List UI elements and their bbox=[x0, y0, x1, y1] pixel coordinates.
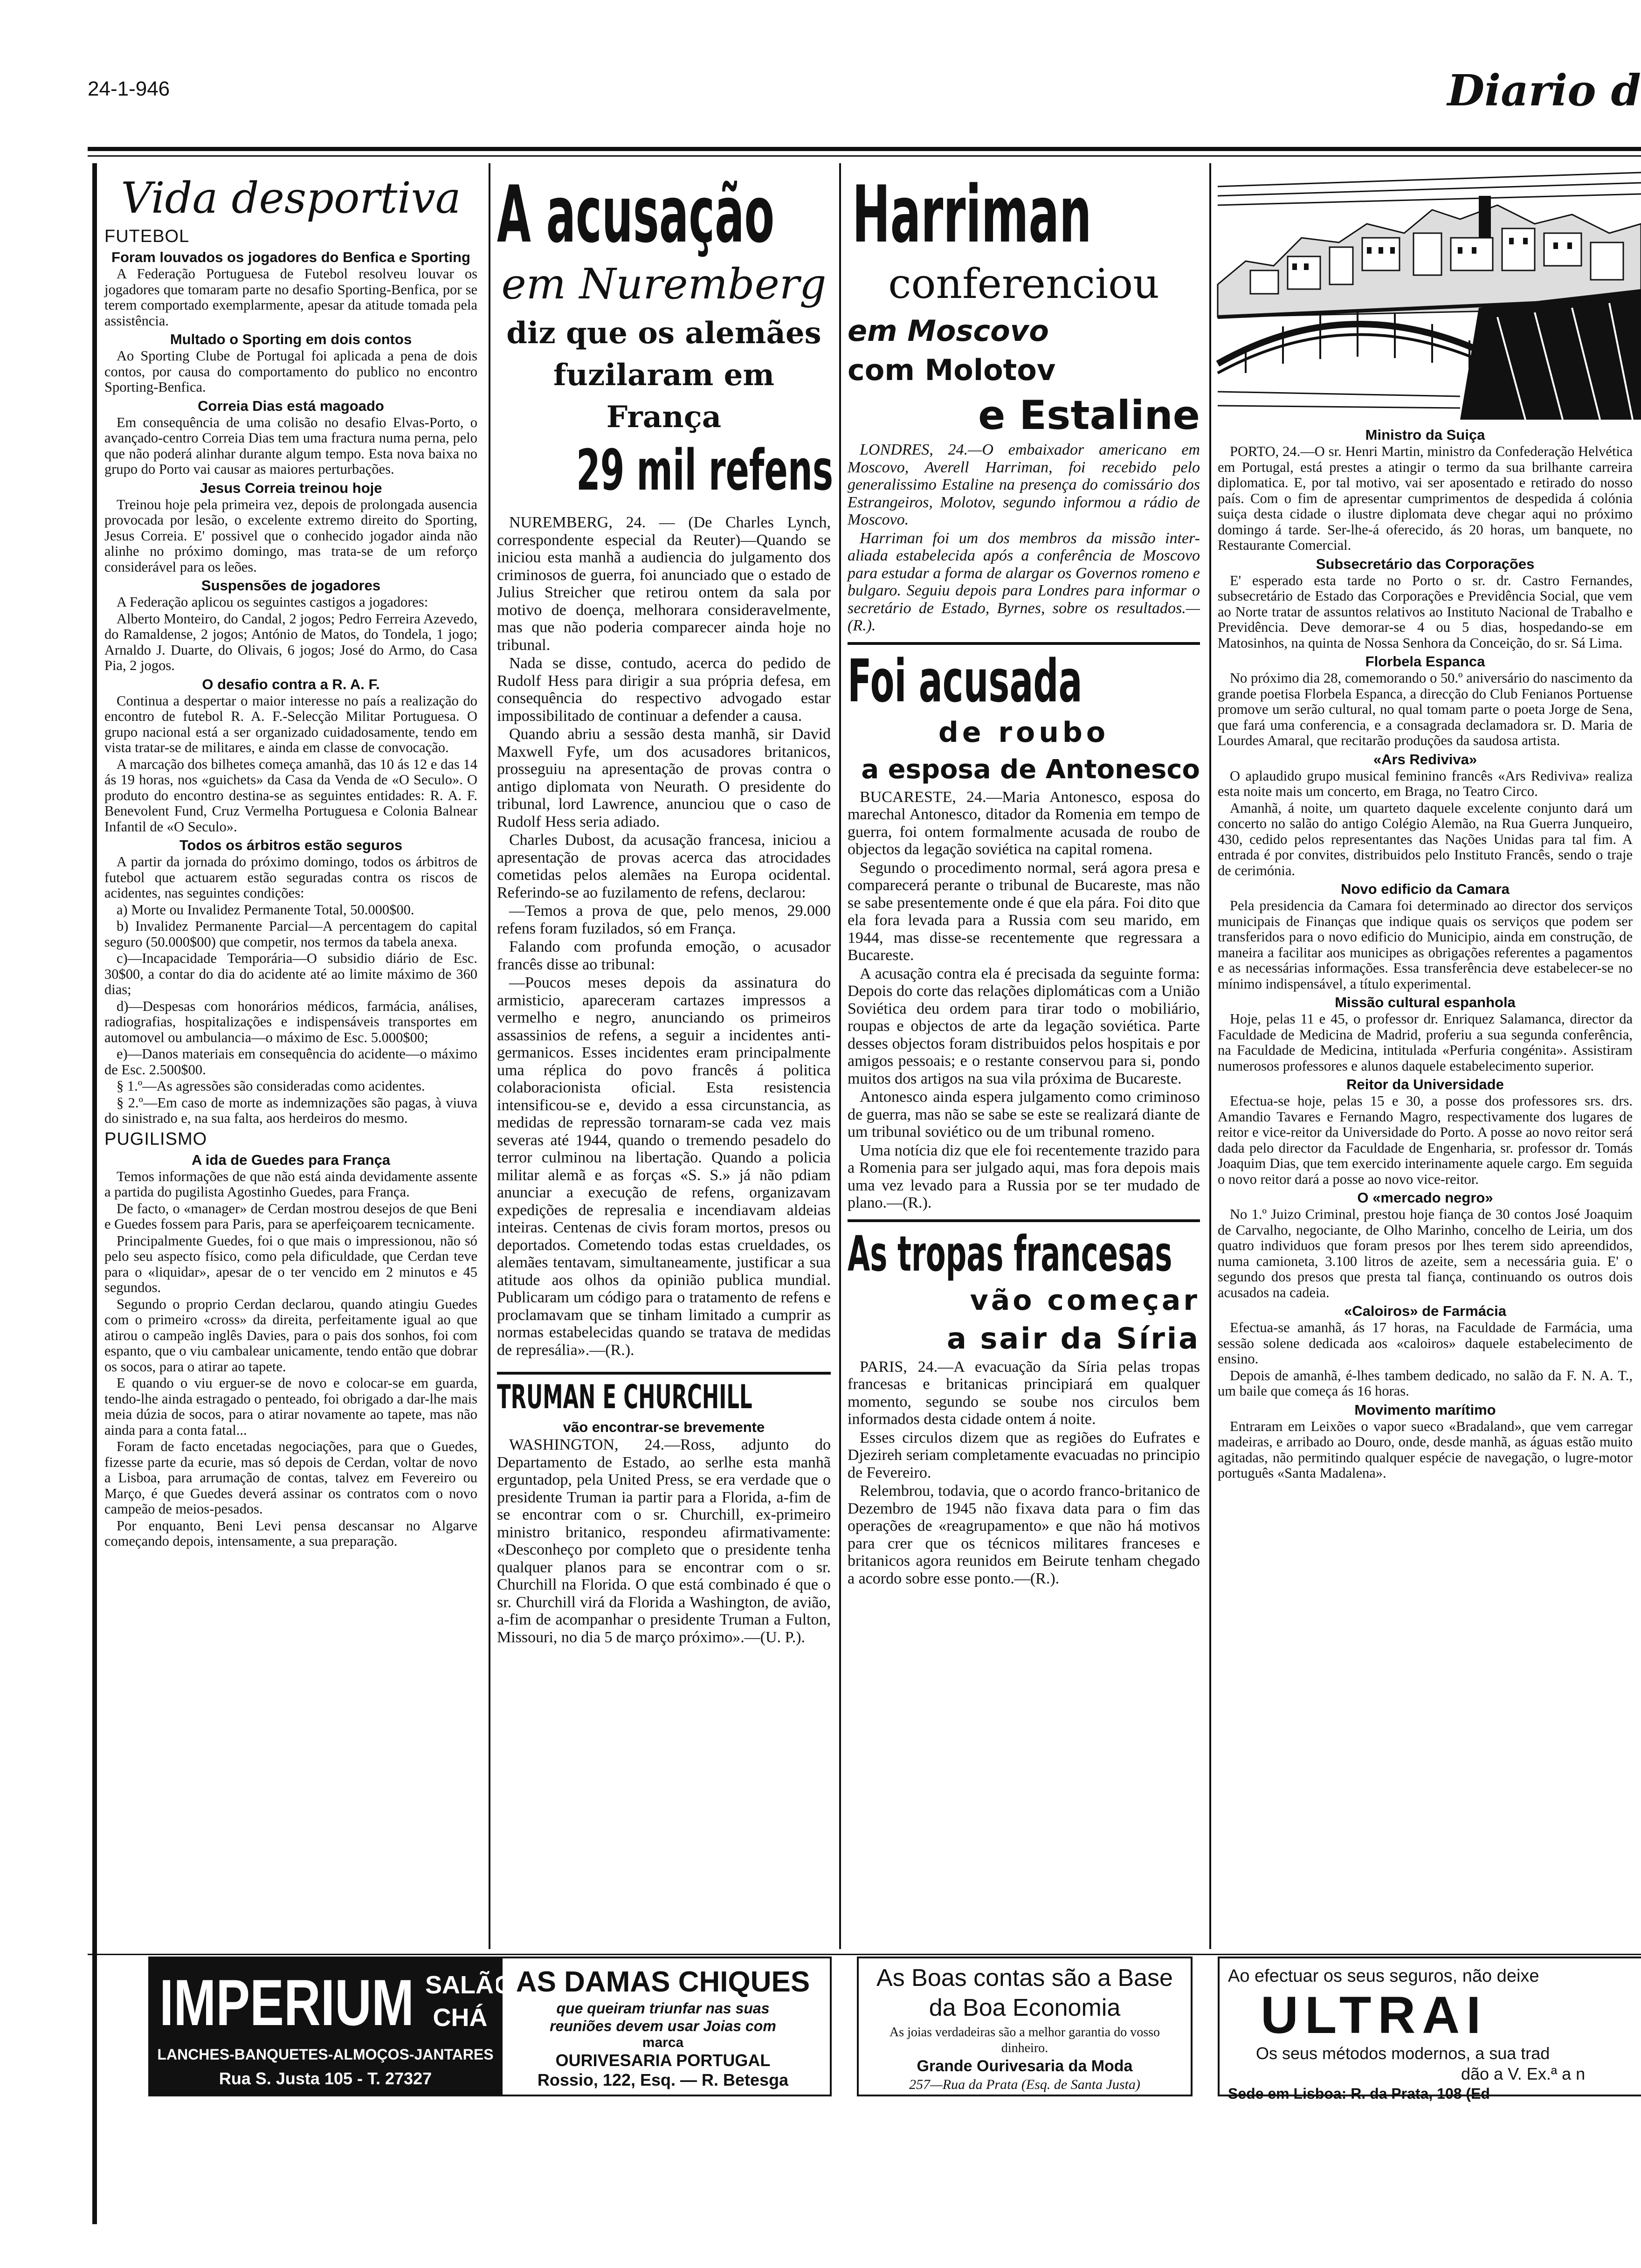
paragraph: WASHINGTON, 24.—Ross, adjunto do Departamento de Estado, ao serlhe esta manhã erguntadop, pela United Press, se era verdade que o presidente Truman ia partir para a Florida, a-fim de se encontrar com o sr. Churchill, ex-primeiro ministro britanico, respondeu afirmativamente: «Desconheço por completo que o presidente tenha qualquer planos para se encontrar com o sr. Churchill na Florida. O que está combinado é que o sr. Churchill virá da Florida a Washington, de avião, a-fim de acompanhar o presidente Truman a Fulton, Missouri, no dia 5 de março próximo».—(U. P.). bbox=[497, 1436, 831, 1646]
subhead: vão encontrar-se brevemente bbox=[563, 1419, 765, 1435]
paragraph: c)—Incapacidade Temporária—O subsidio diário de Esc. 30$00, a contar do dia do acidente até ao limite máximo de 360 dias; bbox=[104, 950, 477, 997]
column-rule-2 bbox=[839, 163, 841, 1949]
paragraph: Pela presidencia da Camara foi determinado ao director dos serviços municipais de Finanças que indique quais os serviços que podem ser transferidos para o novo edificio do Municipio, ainda em construção, de maneira a facilitar aos municipes as obrigações referentes a pagamentos e as necessárias informações. Essa transferência deve estabelecer-se no mínimo indispensável, a título experimental. bbox=[1218, 898, 1633, 992]
paragraph: Antonesco ainda espera julgamento como criminoso de guerra, mas não se sabe se este se realizará diante de um tribunal soviético ou de um tribunal romeno. bbox=[848, 1088, 1200, 1141]
paragraph: Alberto Monteiro, do Candal, 2 jogos; Pedro Ferreira Azevedo, do Ramaldense, 2 jogos; António de Matos, do Tondela, 1 jogo; Arnaldo J. Duarte, do Olivais, 6 jogos; José do Armo, do Casa Pia, 2 jogos. bbox=[104, 610, 477, 673]
paragraph: BUCARESTE, 24.—Maria Antonesco, esposa do marechal Antonesco, ditador da Romenia em tempo de guerra, foi ontem formalmente acusada de roubo de objectos da legação soviética na capital romena. bbox=[848, 788, 1200, 858]
ad-boas-title: da Boa Economia bbox=[929, 1994, 1121, 2021]
subhead: Movimento marítimo bbox=[1354, 1401, 1496, 1418]
bottom-rule bbox=[88, 1954, 1641, 1955]
ad-ultra-line: Os seus métodos modernos, a sua trad bbox=[1256, 2044, 1550, 2063]
paragraph: Em consequência de uma colisão no desafio Elvas-Porto, o avançado-centro Correia Dias tem uma fractura numa perna, pelo que não poderá alinhar durante algum tempo. Esta nova baixa no grupo do Porto vai causar as maiores perturbações. bbox=[104, 414, 477, 477]
ad-ultra-name: ULTRAI bbox=[1261, 1986, 1488, 2044]
paragraph: —Poucos meses depois da assinatura do armisticio, apareceram cartazes impressos a vermelho e negro, anunciando os primeiros assassinios de refens, a seguir a incidentes anti-germanicos. Esses incidentes eram principalmente uma réplica do povo francês á politica colaboracionista oficial. Esta resistencia intensificou-se e, devido a essa circunstancia, as medidas de repressão tornaram-se cada vez mais severas até 1944, quando o tremendo pesadelo do terror culminou na libertação. Quando a policia militar alemã e as forças «S. S.» já não pdiam anunciar a execução de refens, organizavam expedições de represalia e incendiavam aldeias inteiras. Centenas de civis foram mortos, presos ou deportados. Cometendo todas estas crueldades, os alemães tentavam, simultaneamente, justificar a sua atitude aos olhos da opinião publica mundial. Publicaram um código para o tratamento de refens e proclamavam que se tinham limitado a cumprir as normas estabelecidas quando se tratava de medidas de represália».—(R.). bbox=[497, 974, 831, 1359]
ad-ultra-line: Ao efectuar os seus seguros, não deixe bbox=[1228, 1966, 1539, 1986]
ad-damas-line: OURIVESARIA PORTUGAL bbox=[555, 2051, 771, 2070]
paragraph: PORTO, 24.—O sr. Henri Martin, ministro da Confederação Helvética em Portugal, está prestes a atingir o termo da sua brilhante carreira diplomatica. E, por tal motivo, vai ser aposentado e retirado do nosso país. Com o fim de apresentar cumprimentos de despedida á colónia suiça desta cidade o ilustre diplomata deve chegar aqui no próximo domingo á tarde. Ser-lhe-á oferecido, ás 20 horas, um banquete, no Restaurante Comercial. bbox=[1218, 443, 1633, 553]
paragraph: Por enquanto, Beni Levi pensa descansar no Algarve começando depois, intensamente, a sua preparação. bbox=[104, 1517, 477, 1549]
paragraph: b) Invalidez Permanente Parcial—A percentagem do capital seguro (50.000$00) que competir, nos termos da tabela anexa. bbox=[104, 918, 477, 950]
left-border bbox=[92, 163, 97, 2224]
porto-illustration bbox=[1218, 168, 1641, 420]
paragraph: —Temos a prova de que, pelo menos, 29.000 refens foram fuzilados, só em França. bbox=[497, 902, 831, 937]
headline: As tropas francesas bbox=[848, 1225, 1172, 1282]
subhead: Florbela Espanca bbox=[1365, 653, 1485, 670]
paragraph: Treinou hoje pela primeira vez, depois de prolongada ausencia provocada por lesão, o excelente extremo direito do Sporting, Jesus Correia. E' possivel que o conhecido jogador ainda não alinhe no próximo domingo, mas trata-se de um reforço considerável para os leões. bbox=[104, 496, 477, 575]
deck: fuzilaram em França bbox=[553, 358, 775, 435]
paragraph: A partir da jornada do próximo domingo, todos os árbitros de futebol que actuarem estão seguradas contra os riscos de acidentes, nas seguintes condições: bbox=[104, 854, 477, 901]
subhead: A ida de Guedes para França bbox=[191, 1151, 391, 1168]
subhead: O «mercado negro» bbox=[1357, 1189, 1493, 1206]
column-rule-3 bbox=[1209, 163, 1211, 1949]
paragraph: § 2.º—Em caso de morte as indemnizações são pagas, à viuva do sinistrado e, na sua falta, aos herdeiros do mesmo. bbox=[104, 1094, 477, 1126]
ad-boas-line: Grande Ourivesaria da Moda bbox=[917, 2057, 1133, 2075]
masthead: Diario d bbox=[1447, 65, 1641, 116]
paragraph: Uma notícia diz que ele foi recentemente trazido para a Romenia para ser julgado aqui, mas fora depois mais uma vez levado para a Russia por se ter mudado de plano.—(R.). bbox=[848, 1141, 1200, 1211]
deck: vão começar bbox=[970, 1284, 1200, 1317]
paragraph: e)—Danos materiais em consequência do acidente—o máximo de Esc. 2.500$00. bbox=[104, 1046, 477, 1078]
subhead: Novo edificio da Camara bbox=[1341, 881, 1510, 897]
ad-ultra-line: dão a V. Ex.ª a n bbox=[1461, 2064, 1586, 2083]
paragraph: O aplaudido grupo musical feminino francês «Ars Rediviva» realiza esta noite mais um concerto, em Braga, no Teatro Circo. bbox=[1218, 768, 1633, 799]
paragraph: Ao Sporting Clube de Portugal foi aplicada a pena de dois contos, por causa do comportamento do publico no encontro Sporting-Benfica. bbox=[104, 348, 477, 395]
paragraph: PARIS, 24.—A evacuação da Síria pelas tropas francesas e britanicas principiará em qualquer momento, segundo se soube nos circulos bem informados desta cidade ontem á noite. bbox=[848, 1358, 1200, 1428]
paragraph: Harriman foi um dos membros da missão inter-aliada estabelecida após a conferência de Moscovo para estudar a forma de alargar os Governos romeno e bulgaro. Seguiu depois para Londres para informar o secretário de Estado, Byrnes, sobre os resultados.—(R.). bbox=[848, 529, 1200, 634]
deck: com Molotov bbox=[848, 353, 1056, 387]
issue-date: 24-1-946 bbox=[88, 77, 170, 100]
column-harriman bbox=[848, 169, 1200, 1949]
paragraph: E quando o viu erguer-se de novo e colocar-se em guarda, tendo-lhe ainda estragado o penteado, foi obrigado a dar-lhe mais meia dúzia de socos, para o atirar novamente ao tapete, mas não ainda para a conta fatal... bbox=[104, 1375, 477, 1438]
subhead: «Caloiros» de Farmácia bbox=[1344, 1303, 1507, 1319]
ad-imperium-address: Rua S. Justa 105 - T. 27327 bbox=[219, 2069, 432, 2088]
subhead: «Ars Rediviva» bbox=[1373, 751, 1477, 768]
subhead: O desafio contra a R. A. F. bbox=[202, 676, 380, 692]
subhead: Subsecretário das Corporações bbox=[1316, 555, 1535, 572]
headline: Harriman bbox=[852, 169, 1092, 260]
column-sports bbox=[104, 173, 477, 1949]
section-label-futebol: FUTEBOL bbox=[104, 227, 190, 246]
headline: TRUMAN E CHURCHILL bbox=[497, 1378, 752, 1416]
ad-damas-line: que queiram triunfar nas suas bbox=[556, 2000, 770, 2017]
ad-ultra-line: Sede em Lisboa: R. da Prata, 108 (Ed bbox=[1228, 2085, 1490, 2102]
paragraph: a) Morte ou Invalidez Permanente Total, 50.000$00. bbox=[117, 901, 414, 918]
paragraph: LONDRES, 24.—O embaixador americano em Moscovo, Averell Harriman, foi recebido pelo generalissimo Estaline na presença do comissário dos Estrangeiros, Molotov, segundo informou a rádio de Moscovo. bbox=[848, 441, 1200, 528]
paragraph: Segundo o procedimento normal, será agora presa e comparecerá perante o tribunal de Bucareste, mas não se sabe presentemente onde é que ela pára. Foi dito que ela fora levada para a Russia com seu marido, em 1944, mas disse-se recentemente que regressara a Bucareste. bbox=[848, 859, 1200, 964]
paragraph: Efectua-se amanhã, ás 17 horas, na Faculdade de Farmácia, uma sessão solene dedicada aos «caloiros» daquele estabelecimento de ensino. bbox=[1218, 1320, 1633, 1367]
ad-imperium-name: IMPERIUM bbox=[159, 1966, 414, 2039]
subhead: Ministro da Suiça bbox=[1365, 427, 1485, 443]
deck: em Moscovo bbox=[848, 314, 1049, 348]
paragraph: Principalmente Guedes, foi o que mais o impressionou, não só pelo seu aspecto físico, como pela dificuldade, que Cerdan teve para o «liquidar», apesar de o ter vencido em 2 minutos e 45 segundos. bbox=[104, 1232, 477, 1295]
paragraph: No 1.º Juizo Criminal, prestou hoje fiança de 30 contos José Joaquim de Carvalho, negociante, de Olho Marinho, concelho de Leiria, um dos quatro individuos que foram presos por lhes terem sido apreendidos, numa camioneta, 3.100 litros de azeite, sem a necessária guia. E' o segundo dos presos que presta tal fiança, continuando os outros dois acusados na cadeia. bbox=[1218, 1206, 1633, 1300]
paragraph: Continua a despertar o maior interesse no país a realização do encontro de futebol R. A. F.-Selecção Militar Portuguesa. O grupo nacional está a ser organizado cuidadosamente, tendo em vista tratar-se de militares, e ainda em classe de convocação. bbox=[104, 692, 477, 755]
paragraph: Nada se disse, contudo, acerca do pedido de Rudolf Hess para dirigir a sua própria defesa, em consequência do respectivo advogado estar impossibilitado de continuar a defender a causa. bbox=[497, 655, 831, 725]
paragraph: NUREMBERG, 24. — (De Charles Lynch, correspondente especial da Reuter)—Quando se iniciou esta manhã a audiencia do julgamento dos criminosos de guerra, foi anunciado que o estado de Julius Streicher que retirou ontem da sala por motivo de doença, melhorara consideravelmente, mas que não poderia comparecer ainda hoje no tribunal. bbox=[497, 514, 831, 654]
subhead: Missão cultural espanhola bbox=[1335, 994, 1516, 1010]
subhead: Suspensões de jogadores bbox=[201, 577, 381, 594]
ad-imperium-salao: SALÃO bbox=[425, 1971, 513, 1999]
paragraph: Relembrou, todavia, que o acordo franco-britanico de Dezembro de 1945 não fixava data para o fim das operações de «reagrupamento» e que não há motivos para crer que os técnicos militares franceses e britanicos agora reunidos em Beirute tenham chegado a acordo sobre esse ponto.—(R.). bbox=[848, 1482, 1200, 1587]
deck: de roubo bbox=[938, 716, 1110, 749]
paragraph: Depois de amanhã, é-lhes tambem dedicado, no salão da F. N. A. T., um baile que começa ás 16 horas. bbox=[1218, 1367, 1633, 1399]
ad-ultra bbox=[1218, 1957, 1641, 2102]
ad-boas-contas bbox=[857, 1957, 1193, 2096]
deck: a esposa de Antonesco bbox=[861, 754, 1200, 785]
column-porto-news bbox=[1218, 424, 1633, 1949]
subhead: Reitor da Universidade bbox=[1346, 1076, 1504, 1093]
headline: A acusação bbox=[497, 169, 775, 260]
paragraph: § 1.º—As agressões são consideradas como acidentes. bbox=[117, 1078, 425, 1094]
ad-damas-title: AS DAMAS CHIQUES bbox=[516, 1966, 810, 1998]
deck: e Estaline bbox=[978, 392, 1200, 439]
section-title: Vida desportiva bbox=[121, 173, 461, 223]
ad-imperium bbox=[148, 1957, 513, 2096]
ad-boas-line: 257—Rua da Prata (Esq. de Santa Justa) bbox=[909, 2077, 1140, 2092]
paragraph: A Federação aplicou os seguintes castigos a jogadores: bbox=[117, 594, 428, 610]
ad-damas-line: marca bbox=[642, 2035, 684, 2050]
section-label-pugilismo: PUGILISMO bbox=[104, 1129, 207, 1149]
deck: diz que os alemães bbox=[506, 316, 821, 351]
paragraph: Amanhã, á noite, um quarteto daquele excelente conjunto dará um concerto no salão do antigo Colégio Alemão, na Rua Guerra Junqueiro, 430, cedido pelos representantes das Nações Unidas para tal fim. A entrada é por convites, distribuidos pelo Instituto Francês, sendo o traje de cerimónia. bbox=[1218, 800, 1633, 878]
deck: em Nuremberg bbox=[501, 260, 827, 309]
paragraph: d)—Despesas com honorários médicos, farmácia, análises, radiografias, hospitalizações e indispensáveis transportes em automovel ou ambulancia—o máximo de Esc. 5.000$00; bbox=[104, 998, 477, 1045]
ad-imperium-cha: CHÁ bbox=[433, 2004, 488, 2032]
paragraph: A acusação contra ela é precisada da seguinte forma: Depois do corte das relações diplomáticas com a União Soviética deu ordem para tirar todo o mobiliário, roupas e objectos de arte da legação soviética. Parte desses objectos foram distribuidos pelos hospitais e por amigos pessoais; e o restante conservou para si, pondo muitos dos artigos na sua vila próxima de Bucareste. bbox=[848, 965, 1200, 1087]
paragraph: Hoje, pelas 11 e 45, o professor dr. Enriquez Salamanca, director da Faculdade de Medicina de Madrid, proferiu a sua segunda conferência, na Faculdade de Medicina, intitulada «Perfuria congénita». Assistiram numerosos professores e alunos daquele estabelecimento superior. bbox=[1218, 1011, 1633, 1074]
subhead: Todos os árbitros estão seguros bbox=[179, 837, 403, 853]
deck: conferenciou bbox=[888, 260, 1159, 308]
paragraph: Charles Dubost, da acusação francesa, iniciou a apresentação de provas acerca das atrocidades cometidas pelos alemães na Europa ocidental. Referindo-se ao fuzilamento de refens, declarou: bbox=[497, 831, 831, 901]
column-rule-1 bbox=[489, 163, 490, 1949]
paragraph: Quando abriu a sessão desta manhã, sir David Maxwell Fyfe, um dos acusadores britanicos, prosseguiu na apresentação de provas contra o antigo diplomata von Neurath. O presidente do tribunal, lord Lawrence, anunciou que o caso de Rudolf Hess seria adiado. bbox=[497, 726, 831, 830]
ad-boas-title: As Boas contas são a Base bbox=[876, 1964, 1173, 1991]
paragraph: No próximo dia 28, comemorando o 50.º aniversário do nascimento da grande poetisa Florbela Espanca, a direcção do Club Fenianos Portuense promove um serão cultural, no qual tomam parte o poeta Jorge de Sena, que fará uma conferencia, e a consagrada declamadora sr. D. Maria de Lourdes Amaral, que recitarão produções da saudosa artista. bbox=[1218, 670, 1633, 748]
paragraph: A marcação dos bilhetes começa amanhã, das 10 ás 12 e das 14 ás 19 horas, nos «guichets» da Casa da Venda de «O Seculo». O produto do encontro destina-se as seguintes entidades: R. A. F. Benevolent Fund, Cruz Vermelha Portuguesa e Colonia Balnear Infantil de «O Seculo». bbox=[104, 756, 477, 835]
ad-damas-chiques bbox=[494, 1957, 832, 2096]
top-rule bbox=[88, 147, 1641, 151]
subhead: Correia Dias está magoado bbox=[198, 397, 384, 414]
ad-damas-line: Rossio, 122, Esq. — R. Betesga bbox=[537, 2070, 789, 2089]
paragraph: Efectua-se hoje, pelas 15 e 30, a posse dos professores srs. drs. Amandio Tavares e Fernando Magro, respectivamente dos lugares de reitor e vice-reitor da Universidade do Porto. A posse ao novo reitor será dada pelo director da Faculdade de Engenharia, sr. professor dr. Tomás Joaquim Dias, que tem exercido interinamente aquele cargo. Em seguida o novo reitor dará a posse ao novo vice-reitor. bbox=[1218, 1093, 1633, 1187]
paragraph: E' esperado esta tarde no Porto o sr. dr. Castro Fernandes, subsecretário de Estado das Corporações e Previdência Social, que vem ao Norte tratar de assuntos relativos ao Instituto Nacional de Trabalho e Previdência. Deve demorar-se 4 ou 5 dias, hospedando-se em Matosinhos, na quinta de Nossa Senhora da Conceição, do sr. Sá Lima. bbox=[1218, 572, 1633, 651]
top-rule-thin bbox=[88, 155, 1641, 157]
paragraph: Temos informações de que não está ainda devidamente assente a partida do pugilista Agostinho Guedes, para França. bbox=[104, 1168, 477, 1200]
subhead: Multado o Sporting em dois contos bbox=[170, 331, 412, 347]
ad-imperium-line: LANCHES-BANQUETES-ALMOÇOS-JANTARES bbox=[157, 2046, 494, 2063]
ad-damas-line: reuniões devem usar Joias com bbox=[550, 2018, 776, 2034]
paragraph: De facto, o «manager» de Cerdan mostrou desejos de que Beni e Guedes fossem para Paris, para se aperfeiçoarem tecnicamente. bbox=[104, 1200, 477, 1232]
column-nuremberg bbox=[497, 169, 834, 1949]
paragraph: Segundo o proprio Cerdan declarou, quando atingiu Guedes com o primeiro «cross» da direita, perfeitamente igual ao que atirou o campeão inglês Davies, para o pais dos sonhos, foi com espanto, que o viu cambalear unicamente, tendo então que dobrar os socos, para o atirar ao tapete. bbox=[104, 1296, 477, 1375]
deck: a sair da Síria bbox=[947, 1321, 1200, 1355]
subhead: Foram louvados os jogadores do Benfica e Sporting bbox=[111, 249, 470, 265]
paragraph: Foram de facto encetadas negociações, para que o Guedes, fizesse parte da ecurie, mas só depois de Cerdan, voltar de novo a Lisboa, para arrumação de contas, talvez em Fevereiro ou Março, é que Guedes deverá assinar os contratos com o novo campeão de meios-pesados. bbox=[104, 1438, 477, 1517]
deck: 29 mil refens bbox=[576, 438, 834, 503]
subhead: Jesus Correia treinou hoje bbox=[200, 479, 382, 496]
ad-boas-line: As joias verdadeiras são a melhor garantia do vosso dinheiro. bbox=[889, 2025, 1160, 2055]
paragraph: Esses circulos dizem que as regiões do Eufrates e Djezireh seriam completamente evacuadas no principio de Fevereiro. bbox=[848, 1429, 1200, 1481]
headline: Foi acusada bbox=[848, 646, 1083, 715]
paragraph: A Federação Portuguesa de Futebol resolveu louvar os jogadores que tomaram parte no desafio Sporting-Benfica, por se terem comportado exemplarmente, apesar da atitude tomada pela assistência. bbox=[104, 266, 477, 329]
paragraph: Entraram em Leixões o vapor sueco «Bradaland», que vem carregar madeiras, e arribado ao Douro, onde, desde manhã, as águas estão muito agitadas, não permitindo qualquer espécie de navegação, o lugre-motor português «Santa Madalena». bbox=[1218, 1418, 1633, 1481]
paragraph: Falando com profunda emoção, o acusador francês disse ao tribunal: bbox=[497, 938, 831, 973]
